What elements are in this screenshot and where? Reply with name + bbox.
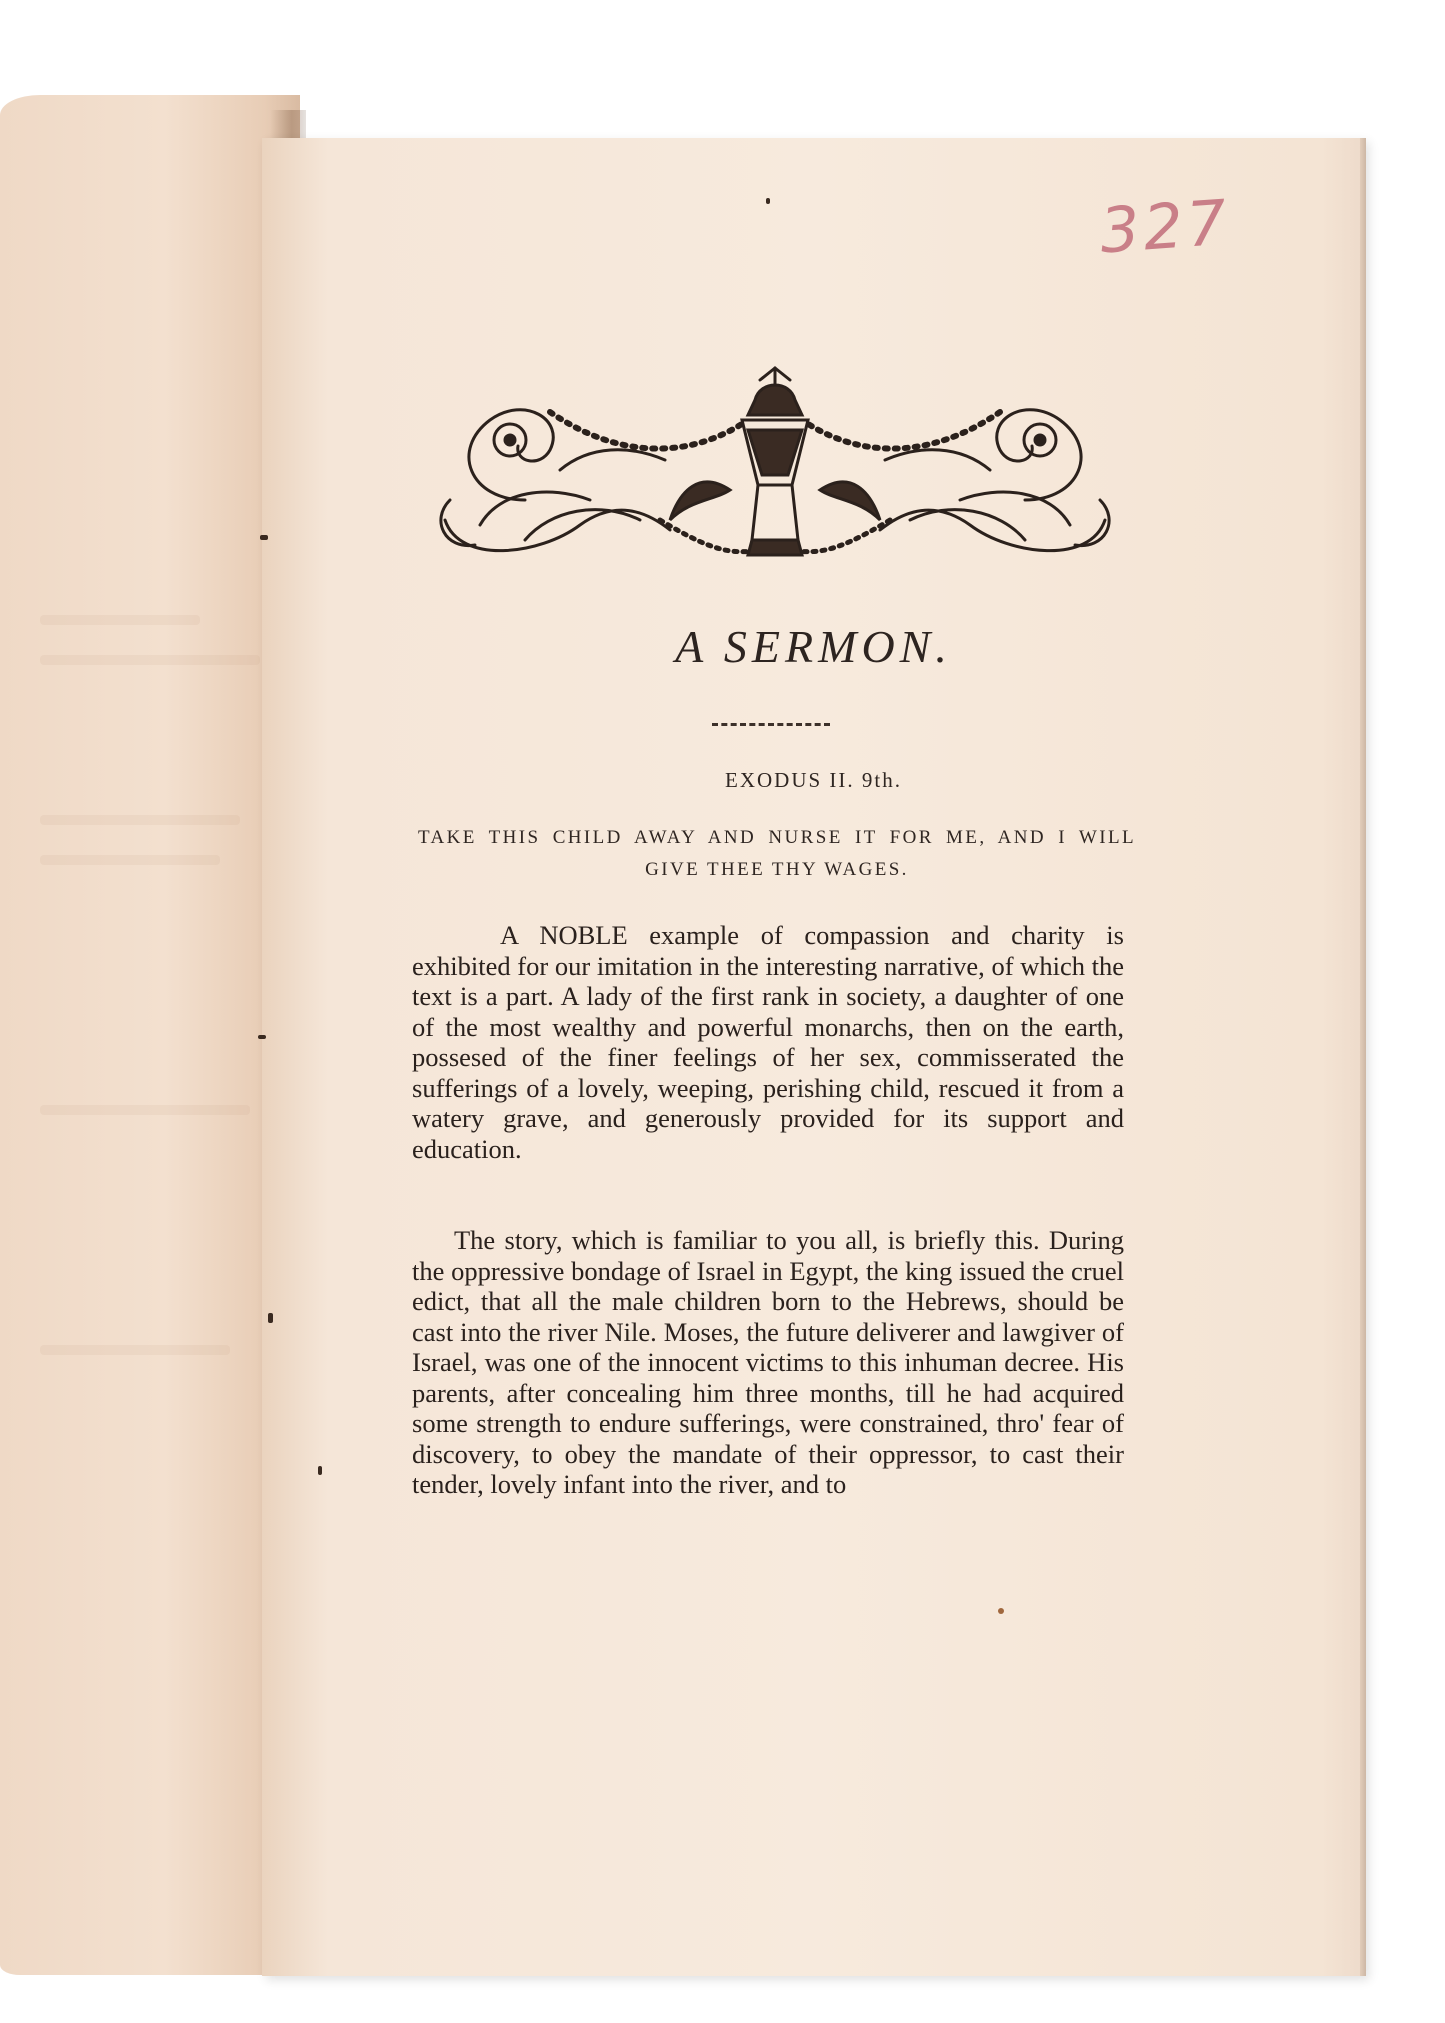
body-paragraph-1: A NOBLE example of compassion and charity is exhibited for our imitation in the interesting narrative, of which the text is a part. A lady of the first rank in society, a daughter of one of the most wealthy and powerful monarchs, then on the earth, possesed of the finer feelings of her sex, commisserated the sufferings of a lovely, weeping, perishing child, rescued it from a watery grave, and generously provided for its support and education.: [412, 920, 1124, 1164]
ink-speck: [258, 1035, 266, 1039]
ink-speck: [260, 535, 268, 540]
bleed-through-line: [40, 815, 240, 825]
scripture-text: TAKE THIS CHILD AWAY AND NURSE IT FOR ME, AND I WILL GIVE THEE THY WAGES.: [418, 827, 1136, 880]
left-page: [0, 95, 300, 1975]
handwritten-annotation: 327: [1097, 185, 1233, 268]
scripture-reference: EXODUS II. 9th.: [725, 768, 902, 792]
ink-speck: [998, 1608, 1004, 1614]
page-edge: [1360, 138, 1366, 1976]
ornament-headpiece: [430, 350, 1120, 580]
sermon-title: A SERMON.: [675, 621, 952, 672]
ink-speck: [766, 198, 770, 204]
bleed-through-line: [40, 1345, 230, 1355]
bleed-through-line: [40, 655, 260, 665]
bleed-through-line: [40, 855, 220, 865]
ink-speck: [318, 1466, 322, 1475]
bleed-through-line: [40, 615, 200, 625]
ink-speck: [268, 1313, 273, 1323]
bleed-through-line: [40, 1105, 250, 1115]
body-paragraph-2: The story, which is familiar to you all, is briefly this. During the oppressive bondage of Israel in Egypt, the king issued the cruel edict, that all the male children born to the Hebrews, should be cast into the river Nile. Moses, the future deliverer and lawgiver of Israel, was one of the innocent victims to this inhuman decree. His parents, after concealing him three months, till he had acquired some strength to endure sufferings, were constrained, thro' fear of discovery, to obey the mandate of their oppressor, to cast their tender, lovely infant into the river, and to: [412, 1225, 1124, 1499]
title-divider: [712, 723, 830, 726]
